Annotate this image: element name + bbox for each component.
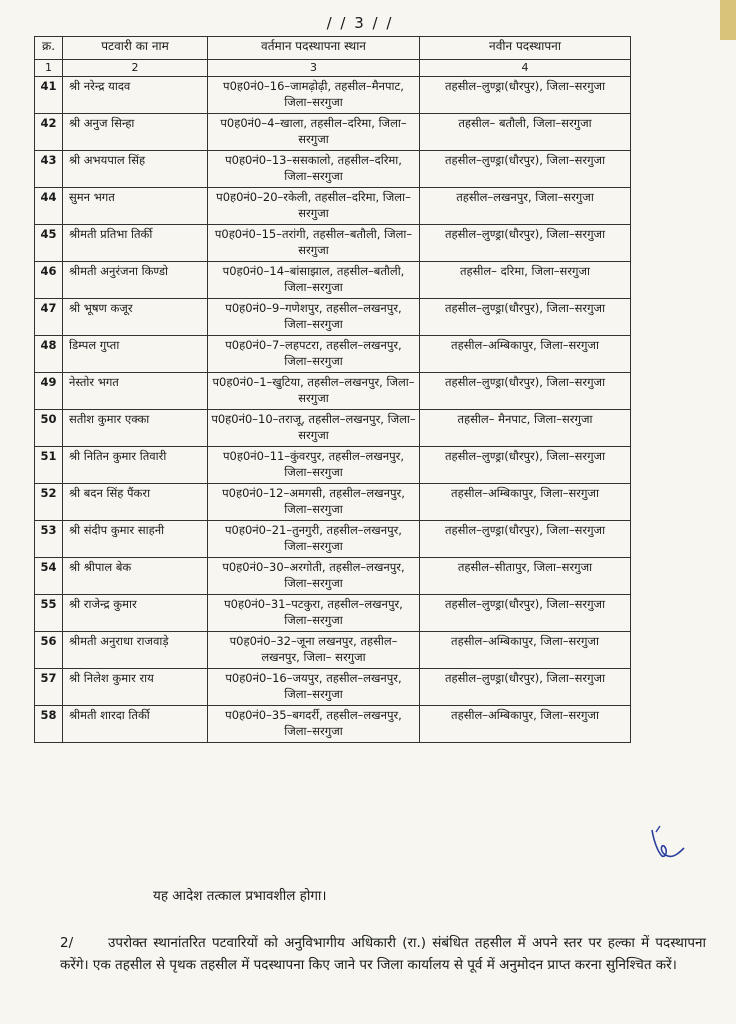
table-row [35, 558, 631, 595]
row-number: 54 [35, 558, 63, 595]
new-posting: तहसील–लुण्ड्रा(धौरपुर), जिला–सरगुजा [420, 595, 631, 632]
table-row [35, 484, 631, 521]
column-number: 1 [35, 60, 63, 77]
new-posting: तहसील–लुण्ड्रा(धौरपुर), जिला–सरगुजा [420, 151, 631, 188]
row-number: 43 [35, 151, 63, 188]
row-number: 50 [35, 410, 63, 447]
current-posting: प0ह0नं0–13–ससकालो, तहसील–दरिमा, जिला–सरगुजा [208, 151, 420, 188]
transfer-table [34, 36, 631, 743]
table-row [35, 447, 631, 484]
current-posting: प0ह0नं0–9–गणेशपुर, तहसील–लखनपुर, जिला–सरगुजा [208, 299, 420, 336]
new-posting: तहसील–अम्बिकापुर, जिला–सरगुजा [420, 706, 631, 743]
row-number: 55 [35, 595, 63, 632]
row-number: 51 [35, 447, 63, 484]
current-posting: प0ह0नं0–14–बांसाझाल, तहसील–बतौली, जिला–सरगुजा [208, 262, 420, 299]
row-number: 53 [35, 521, 63, 558]
header-serial: क्र. [35, 37, 63, 60]
row-number: 49 [35, 373, 63, 410]
employee-name: श्री नितिन कुमार तिवारी [63, 447, 208, 484]
table-row [35, 151, 631, 188]
current-posting: प0ह0नं0–4–खाला, तहसील–दरिमा, जिला–सरगुजा [208, 114, 420, 151]
table-row [35, 299, 631, 336]
table-row [35, 669, 631, 706]
row-number: 58 [35, 706, 63, 743]
new-posting: तहसील–लुण्ड्रा(धौरपुर), जिला–सरगुजा [420, 373, 631, 410]
signature [648, 822, 688, 866]
new-posting: तहसील–लुण्ड्रा(धौरपुर), जिला–सरगुजा [420, 77, 631, 114]
current-posting: प0ह0नं0–21–तुनगुरी, तहसील–लखनपुर, जिला–सरगुजा [208, 521, 420, 558]
employee-name: नेस्तोर भगत [63, 373, 208, 410]
new-posting: तहसील–लुण्ड्रा(धौरपुर), जिला–सरगुजा [420, 521, 631, 558]
current-posting: प0ह0नं0–1–खुटिया, तहसील–लखनपुर, जिला–सरगुजा [208, 373, 420, 410]
new-posting: तहसील– बतौली, जिला–सरगुजा [420, 114, 631, 151]
table-row [35, 188, 631, 225]
table-row [35, 114, 631, 151]
page-number: / / 3 / / [326, 14, 394, 32]
row-number: 57 [35, 669, 63, 706]
employee-name: श्री नरेन्द्र यादव [63, 77, 208, 114]
table-row [35, 225, 631, 262]
new-posting: तहसील–लखनपुर, जिला–सरगुजा [420, 188, 631, 225]
current-posting: प0ह0नं0–7–लहपटरा, तहसील–लखनपुर, जिला–सरगुजा [208, 336, 420, 373]
new-posting: तहसील–अम्बिकापुर, जिला–सरगुजा [420, 484, 631, 521]
current-posting: प0ह0नं0–31–पटकुरा, तहसील–लखनपुर, जिला–सरगुजा [208, 595, 420, 632]
current-posting: प0ह0नं0–16–जामढ़ोढ़ी, तहसील–मैनपाट, जिला–सरगुजा [208, 77, 420, 114]
table-row [35, 595, 631, 632]
paragraph-number: 2/ [60, 935, 74, 951]
employee-name: श्रीमती अनुराधा राजवाड़े [63, 632, 208, 669]
current-posting: प0ह0नं0–35–बगदर्री, तहसील–लखनपुर, जिला–सरगुजा [208, 706, 420, 743]
header-current-posting: वर्तमान पदस्थापना स्थान [208, 37, 420, 60]
new-posting: तहसील–अम्बिकापुर, जिला–सरगुजा [420, 632, 631, 669]
employee-name: सुमन भगत [63, 188, 208, 225]
employee-name: श्री निलेश कुमार राय [63, 669, 208, 706]
current-posting: प0ह0नं0–16–जयपुर, तहसील–लखनपुर, जिला–सरगुजा [208, 669, 420, 706]
current-posting: प0ह0नं0–20–रकेली, तहसील–दरिमा, जिला–सरगुजा [208, 188, 420, 225]
current-posting: प0ह0नं0–30–अरगोती, तहसील–लखनपुर, जिला–सरगुजा [208, 558, 420, 595]
row-number: 41 [35, 77, 63, 114]
row-number: 48 [35, 336, 63, 373]
new-posting: तहसील– दरिमा, जिला–सरगुजा [420, 262, 631, 299]
employee-name: श्रीमती अनुरंजना किण्डो [63, 262, 208, 299]
employee-name: श्री बदन सिंह पैंकरा [63, 484, 208, 521]
current-posting: प0ह0नं0–32–जूना लखनपुर, तहसील– लखनपुर, जिला– सरगुजा [208, 632, 420, 669]
row-number: 45 [35, 225, 63, 262]
header-name: पटवारी का नाम [63, 37, 208, 60]
column-number-row [35, 60, 631, 77]
column-number: 3 [208, 60, 420, 77]
column-number: 4 [420, 60, 631, 77]
corner-tab [720, 0, 736, 40]
table-row [35, 336, 631, 373]
column-number: 2 [63, 60, 208, 77]
new-posting: तहसील–सीतापुर, जिला–सरगुजा [420, 558, 631, 595]
table-row [35, 262, 631, 299]
new-posting: तहसील–लुण्ड्रा(धौरपुर), जिला–सरगुजा [420, 299, 631, 336]
table-row [35, 373, 631, 410]
employee-name: डिम्पल गुप्ता [63, 336, 208, 373]
row-number: 44 [35, 188, 63, 225]
paragraph-text: उपरोक्त स्थानांतरित पटवारियों को अनुविभागीय अधिकारी (रा.) संबंधित तहसील में अपने स्तर पर हल्का में पदस्थापना करेंगे। एक तहसील से पृथक तहसील में पदस्थापना किए जाने पर जिला कार्यालय से पूर्व में अनुमोदन प्राप्त करना सुनिश्चित करें। [60, 935, 706, 973]
current-posting: प0ह0नं0–10–तराजू, तहसील–लखनपुर, जिला–सरगुजा [208, 410, 420, 447]
current-posting: प0ह0नं0–11–कुंवरपुर, तहसील–लखनपुर, जिला–सरगुजा [208, 447, 420, 484]
instruction-paragraph [60, 932, 706, 976]
employee-name: श्री भूषण कजूर [63, 299, 208, 336]
row-number: 56 [35, 632, 63, 669]
table-row [35, 521, 631, 558]
new-posting: तहसील–लुण्ड्रा(धौरपुर), जिला–सरगुजा [420, 669, 631, 706]
table-row [35, 706, 631, 743]
table-row [35, 410, 631, 447]
new-posting: तहसील–लुण्ड्रा(धौरपुर), जिला–सरगुजा [420, 447, 631, 484]
employee-name: श्री संदीप कुमार साहनी [63, 521, 208, 558]
current-posting: प0ह0नं0–15–तरांगी, तहसील–बतौली, जिला–सरगुजा [208, 225, 420, 262]
table-row [35, 632, 631, 669]
row-number: 47 [35, 299, 63, 336]
employee-name: श्रीमती शारदा तिर्की [63, 706, 208, 743]
employee-name: सतीश कुमार एक्का [63, 410, 208, 447]
table-header-row [35, 37, 631, 60]
employee-name: श्री अनुज सिन्हा [63, 114, 208, 151]
current-posting: प0ह0नं0–12–अमगसी, तहसील–लखनपुर, जिला–सरगुजा [208, 484, 420, 521]
row-number: 42 [35, 114, 63, 151]
employee-name: श्री अभयपाल सिंह [63, 151, 208, 188]
employee-name: श्रीमती प्रतिभा तिर्की [63, 225, 208, 262]
row-number: 46 [35, 262, 63, 299]
header-new-posting: नवीन पदस्थापना [420, 37, 631, 60]
row-number: 52 [35, 484, 63, 521]
new-posting: तहसील–अम्बिकापुर, जिला–सरगुजा [420, 336, 631, 373]
new-posting: तहसील– मैनपाट, जिला–सरगुजा [420, 410, 631, 447]
employee-name: श्री श्रीपाल बेक [63, 558, 208, 595]
order-statement: यह आदेश तत्काल प्रभावशील होगा। [153, 888, 327, 904]
table-row [35, 77, 631, 114]
new-posting: तहसील–लुण्ड्रा(धौरपुर), जिला–सरगुजा [420, 225, 631, 262]
employee-name: श्री राजेन्द्र कुमार [63, 595, 208, 632]
